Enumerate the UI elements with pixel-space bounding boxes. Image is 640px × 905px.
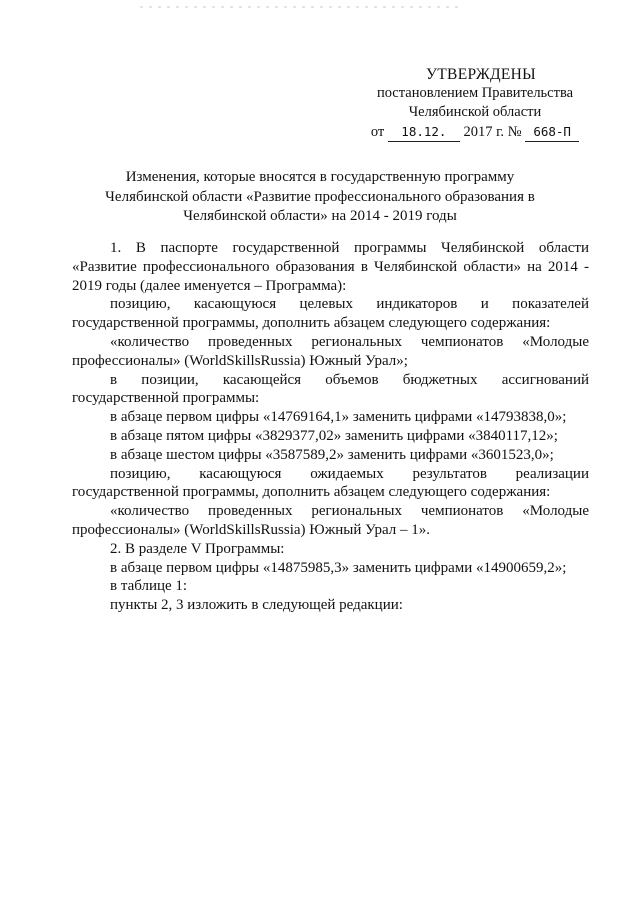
paragraph: «количество проведенных региональных чемпионатов «Молодые профессионалы» (WorldSkillsRussia) Южный Урал»; [72, 333, 589, 369]
approval-line-1: постановлением Правительства [376, 85, 574, 101]
scan-artifact [140, 6, 460, 8]
approval-date: 18.12. [388, 122, 460, 142]
paragraph: «количество проведенных региональных чемпионатов «Молодые профессионалы» (WorldSkillsRussia) Южный Урал – 1». [72, 503, 589, 538]
paragraph: в абзаце пятом цифры «3829377,02» заменить цифрами «3840117,12»; [110, 427, 558, 444]
paragraph: в таблице 1: [110, 578, 188, 595]
approval-year: 2017 г. [463, 124, 505, 140]
paragraph: в абзаце первом цифры «14769164,1» заменить цифрами «14793838,0»; [110, 409, 567, 426]
paragraph: пункты 2, 3 изложить в следующей редакции: [110, 597, 403, 614]
paragraph: позицию, касающуюся ожидаемых результатов реализации государственной программы, дополнить абзацем следующего содержания: [72, 465, 589, 501]
paragraph: в абзаце шестом цифры «3587589,2» заменить цифрами «3601523,0»; [110, 446, 554, 463]
paragraph: в позиции, касающейся объемов бюджетных ассигнований государственной программы: [72, 371, 589, 407]
approval-date-prefix: от [370, 124, 385, 140]
approval-date-line [355, 122, 595, 142]
paragraph: 1. В паспорте государственной программы Челябинской области «Развитие профессионального образования в Челябинской области» на 2014 - 2019 годы (далее именуется – Программа): [72, 240, 589, 294]
approval-number: 668-П [525, 122, 579, 142]
approval-title: УТВЕРЖДЕНЫ [426, 66, 536, 83]
document-body [72, 239, 589, 615]
document-heading: Изменения, которые вносятся в государственную программу Челябинской области «Развитие профессионального образования в Челябинской области» на 2014 - 2019 годы [105, 169, 535, 224]
paragraph: позицию, касающуюся целевых индикаторов и показателей государственной программы, дополнить абзацем следующего содержания: [72, 296, 589, 332]
paragraph: в абзаце первом цифры «14875985,3» заменить цифрами «14900659,2»; [110, 559, 567, 576]
approval-line-2: Челябинской области [408, 104, 542, 120]
paragraph: 2. В разделе V Программы: [110, 540, 285, 557]
approval-stamp-block [355, 65, 595, 142]
approval-number-sign: № [507, 124, 522, 140]
